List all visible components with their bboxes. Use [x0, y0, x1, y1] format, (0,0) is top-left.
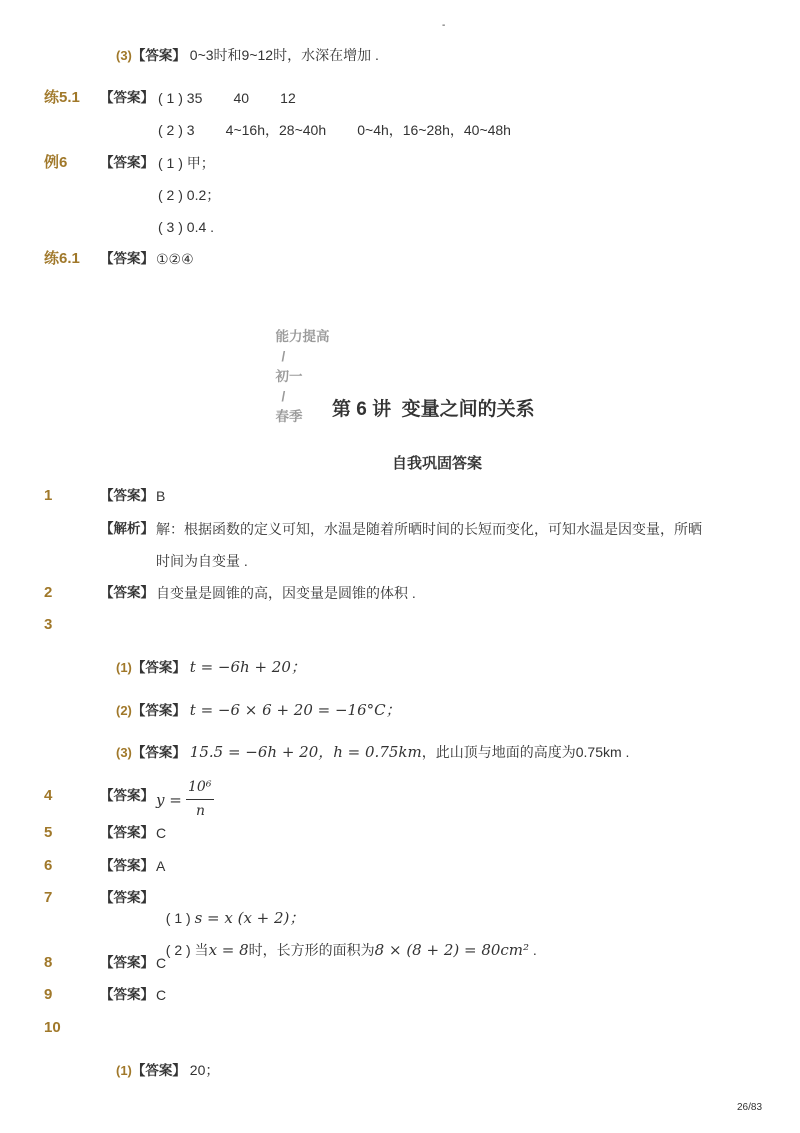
fraction-numerator: 10⁶ — [188, 779, 212, 795]
question-number: 4 — [44, 787, 53, 804]
answer-text: ( 2 ) 当 — [165, 942, 209, 958]
formula: t = −6h + 20； — [189, 658, 306, 676]
question-number: 1 — [44, 487, 53, 504]
analysis-text: 时间为自变量 . — [156, 553, 248, 569]
formula-lhs: y = — [156, 791, 182, 809]
answer-text: C — [156, 825, 167, 841]
answer-tag: 【答案】 — [131, 660, 186, 675]
sub-answer — [116, 1060, 219, 1081]
breadcrumb — [268, 307, 330, 427]
answer-tag: 【答案】 — [100, 251, 154, 266]
answer-line: ( 1 ) 甲； — [158, 155, 215, 171]
prev-q3-answer — [116, 45, 379, 66]
answer-line — [158, 920, 537, 960]
answer-text: 20； — [189, 1062, 220, 1078]
question-number: 9 — [44, 986, 53, 1003]
answer-text: . — [529, 942, 537, 958]
question-number: 2 — [44, 584, 53, 601]
answer-tag: 【答案】 — [131, 745, 186, 760]
part-label: (1) — [116, 660, 132, 675]
answer-tag: 【答案】 — [100, 788, 154, 803]
answer-tag: 【答案】 — [131, 703, 186, 718]
question-number: 8 — [44, 954, 53, 971]
answer-text: ①②④ — [156, 251, 194, 267]
question-number: 7 — [44, 889, 53, 906]
answer-text: 时，长方形的面积为 — [248, 942, 375, 958]
top-mark: - — [442, 20, 446, 31]
part-label: (3) — [116, 745, 132, 760]
answer-tag: 【答案】 — [100, 585, 154, 600]
answer-tag: 【答案】 — [100, 890, 154, 905]
question-number-lian51: 练5.1 — [44, 89, 80, 106]
answer-text: 0~3时和9~12时，水深在增加 . — [189, 47, 379, 63]
formula: t = −6 × 6 + 20 = −16°C； — [189, 701, 401, 719]
answer-text: ( 1 ) — [165, 910, 195, 926]
formula: x = 8 — [208, 941, 249, 959]
part-label: (2) — [116, 703, 132, 718]
answer-tag: 【答案】 — [100, 987, 154, 1002]
answer-line: ( 2 ) 3 4~16h，28~40h 0~4h，16~28h，40~48h — [158, 122, 511, 138]
question-number: 10 — [44, 1019, 61, 1036]
question-number-lian61: 练6.1 — [44, 250, 80, 267]
question-number: 5 — [44, 824, 53, 841]
answer-tag: 【答案】 — [100, 825, 154, 840]
answer-line: ( 3 ) 0.4 . — [158, 219, 215, 235]
answer-text: C — [156, 955, 167, 971]
formula: 15.5 = −6h + 20，h = 0.75km — [189, 743, 422, 761]
part-label: (1) — [116, 1063, 132, 1078]
question-number: 3 — [44, 616, 53, 633]
sub-answer — [116, 657, 306, 678]
breadcrumb-item: 初一 — [275, 369, 303, 384]
formula: 8 × (8 + 2) = 80cm² — [374, 941, 530, 959]
answer-tag: 【答案】 — [100, 155, 154, 170]
answer-line: ( 1 ) 35 40 12 — [158, 90, 296, 106]
sub-answer — [116, 700, 401, 721]
analysis-text: 解：根据函数的定义可知，水温是随着所晒时间的长短而变化，可知水温是因变量，所晒 — [156, 521, 702, 537]
answer-tag: 【答案】 — [100, 90, 154, 105]
question-number: 6 — [44, 857, 53, 874]
question-number-li6: 例6 — [44, 154, 68, 171]
fraction-denominator: n — [196, 803, 206, 819]
answer-text: 自变量是圆锥的高，因变量是圆锥的体积 . — [156, 585, 416, 601]
answer-tag: 【答案】 — [100, 955, 154, 970]
lecture-title: 第 6 讲 变量之间的关系 — [332, 399, 535, 420]
fraction — [186, 778, 216, 822]
breadcrumb-item: 能力提高 — [275, 329, 330, 344]
answer-text: C — [156, 987, 167, 1003]
part-label: (3) — [116, 48, 132, 63]
analysis-tag: 【解析】 — [100, 521, 154, 536]
answer-tag: 【答案】 — [131, 48, 186, 63]
breadcrumb-separator: / — [281, 349, 286, 364]
answer-text: ，此山顶与地面的高度为0.75km . — [421, 744, 630, 760]
sub-answer — [116, 742, 629, 763]
answer-text: A — [156, 858, 166, 874]
answer-text: B — [156, 488, 166, 504]
breadcrumb-separator: / — [281, 389, 286, 404]
section-title: 自我巩固答案 — [392, 455, 483, 472]
answer-tag: 【答案】 — [100, 488, 154, 503]
formula: s = x (x + 2)； — [194, 909, 305, 927]
answer-line: ( 2 ) 0.2； — [158, 187, 221, 203]
answer-tag: 【答案】 — [131, 1063, 186, 1078]
fraction-bar — [186, 799, 214, 800]
page-number: 26/83 — [737, 1102, 763, 1113]
breadcrumb-item: 春季 — [275, 409, 303, 424]
answer-tag: 【答案】 — [100, 858, 154, 873]
